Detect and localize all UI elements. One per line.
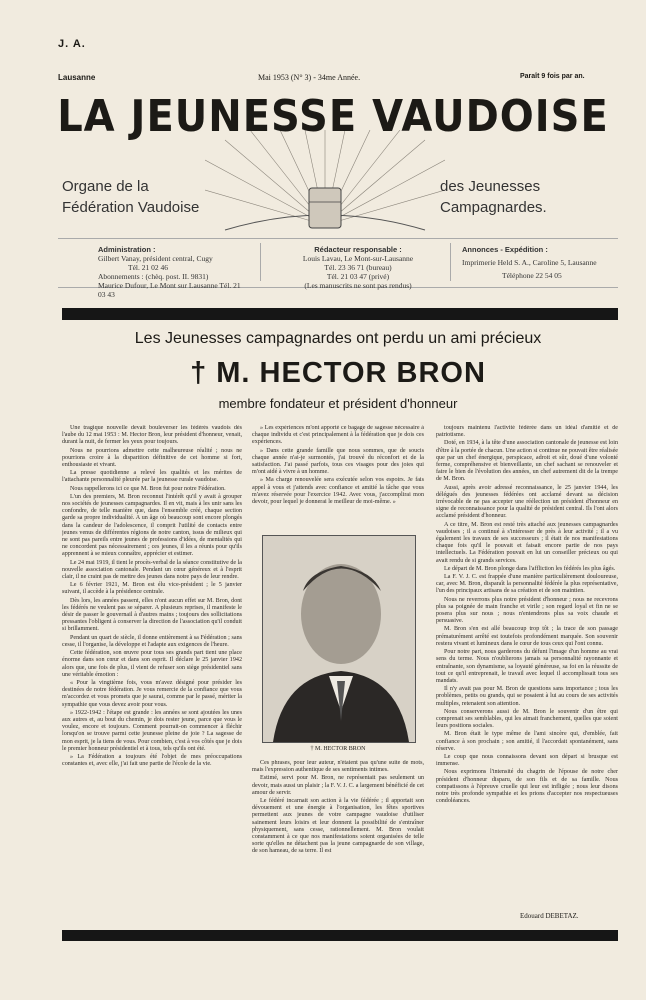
ads-line: Imprimerie Held S. A., Caroline 5, Lausanne xyxy=(462,258,597,267)
paragraph: Aussi, après avoir adressé reconnaissance, le 25 janvier 1944, les délégués des jeunesses fédérées ont acclamé devant sa décision irrévocable de ne pas accepter une réélection un président d'honneur en signe de reconnaissance pour la qualité de président central. Ils l'ont alors acclamé président d'honneur. xyxy=(436,484,618,520)
editor-line: Tél. 21 03 47 (privé) xyxy=(326,272,390,281)
paragraph: Le fédéré incarnait son action à la vie fédérée ; il apportait son dévouement et une énergie à l'organisation, les fêtes sportives permettent aux jeunes de votre campagne vaudoise d'utiliser sainement leurs loisirs et leur donnent la possibilité de s'entraîner physiquement, sans cesse, rationnellement. M. Bron voulait constamment à ce que nos manifestations soient organisées de telle sorte qu'elles ne détachent pas la jeune campagnarde de son village, de son hameau, de sa terre. Il est xyxy=(252,798,424,855)
paragraph: La F. V. J. C. est frappée d'une manière particulièrement douloureuse, car, avec M. Bron, disparaît la personnalité fédérée la plus représentative, l'un des principaux artisans de sa création et de son maintien. xyxy=(436,574,618,595)
paragraph: » Dans cette grande famille que nous sommes, que de soucis chaque année n'ai-je surmontés, j'ai trouvé du réconfort et de la satisfaction. J'ai passé parfois, tous ces visages pour des joies qui m'ont aidé à vivre à un homme. xyxy=(252,447,424,476)
administration-block xyxy=(98,245,248,299)
paragraph: toujours maintenu l'activité fédérée dans un idéal d'amitié et de patriotisme. xyxy=(436,425,618,439)
info-separator xyxy=(260,243,261,281)
sunburst-emblem xyxy=(205,130,445,240)
admin-line: Maurice Dufour, Le Mont sur Lausanne Tél. 21 03 43 xyxy=(98,281,241,299)
paragraph: Dès lors, les années passent, elles n'ont aucun effet sur M. Bron, dont les fédérés ne veulent pas se séparer. A plusieurs reprises, il manifeste le désir de passer le gouvernail à d'autres mains ; toujours des sollicitations pressantes l'obligent à conserver la direction de l'association qu'il conduit si brillamment. xyxy=(62,597,242,633)
paragraph: Ces phrases, pour leur auteur, n'étaient pas qu'une suite de mots, mais l'expression authentique de ses sentiments intimes. xyxy=(252,760,424,774)
ads-title: Annonces - Expédition : xyxy=(462,245,548,254)
paragraph: Doté, en 1934, à la tête d'une association cantonale de jeunesse est loin d'être à la portée de chacun. Une action si continue ne pouvait être réalisée que par un chef énergique, perspicace, adroit et sûr, doué d'une volonté ferme, compréhensive et bienveillante, un chef sachant se renouveler et faire le bien de l'évolution des années, un chef autrement dit de la trempe de M. Bron. xyxy=(436,440,618,483)
photo-caption: † M. HECTOR BRON xyxy=(310,746,366,752)
paragraph: Le 6 février 1921, M. Bron est élu vice-président ; le 5 janvier suivant, il accède à la présidence centrale. xyxy=(62,582,242,596)
paragraph: « Pour la vingtième fois, vous m'avez désigné pour présider les destinées de notre fédération. Je vous remercie de la confiance que vous m'accordez et vous promets que je saurai, comme par le passé, mériter la sympathie que vous devez avoir pour vous. xyxy=(62,679,242,708)
paragraph: Il n'y avait pas pour M. Bron de questions sans importance ; tous les problèmes, petits ou grands, qui se posaient à lui au cours de ses activités multiples, retenaient son attention. xyxy=(436,686,618,707)
info-separator xyxy=(450,243,451,281)
admin-line: Abonnements : (chèq. post. II. 9831) xyxy=(98,272,209,281)
column-3 xyxy=(436,425,618,910)
paragraph: Estimé, servi pour M. Bron, ne représentait pas seulement un devoir, mais aussi un plaisir ; la F. V. J. C. a largement bénéficié de cet amour de servir. xyxy=(252,775,424,796)
top-black-rule xyxy=(62,308,618,320)
paragraph: » Ma charge renouvelée sera exécutée selon vos espoirs. Je fais appel à vous et j'attends avec confiance et amitié la tâche que vous m'avez réservée pour l'exercice 1942. Avec vous, j'accomplirai mon devoir, pour lequel je donnerai le meilleur de moi-même. » xyxy=(252,477,424,506)
paragraph: Nous exprimons l'intensité du chagrin de l'épouse de notre cher président d'honneur disparu, de son fils et de sa famille. Nous compatissons à l'épreuve cruelle qui leur est infligée ; nous leur disons notre très profonde sympathie et les prions d'accepter nos respectueuses condoléances. xyxy=(436,769,618,805)
organ-caption xyxy=(62,176,199,218)
paragraph: Pendant un quart de siècle, il donne entièrement à sa Fédération ; sans cesse, il l'organise, la développe et l'adapte aux exigences de l'heure. xyxy=(62,634,242,648)
author-signature: Edouard DEBETAZ. xyxy=(520,912,579,920)
paragraph: » 1922-1942 : l'étape est grande : les années se sont ajoutées les unes aux autres et, au bout du chemin, je dois rester jeune, parce que vous le voulez, encore et toujours. Comment pourrait-on commencer à fléchir lorsqu'on se trouve parmi cette jeunesse pleine de joie ? La sagesse de mon esprit, je la tiens de vous. Pour combien, c'est à vos côtés que je dois le premier honneur présidentiel et à tous, tels qu'ils ont été. xyxy=(62,709,242,752)
paragraph: A ce titre, M. Bron est resté très attaché aux jeunesses campagnardes vaudoises ; il a continué à s'intéresser de près à leur activité ; il a vu également les travaux de ses successeurs ; il était de nos manifestations chaque fois qu'il le pouvait et faisait encore partie de nos pays intellectuels. La Fédération pouvait en lui un conseiller précieux ou qui avait rendu de si grands services. xyxy=(436,521,618,564)
editor-line: Louis Lavau, Le Mont-sur-Lausanne xyxy=(302,254,414,263)
paragraph: M. Bron était le type même de l'ami sincère qui, d'emblée, fait confiance à son prochain ; son amitié, il l'accordait spontanément, sans réserve. xyxy=(436,731,618,752)
article-subtitle: membre fondateur et président d'honneur xyxy=(218,396,458,411)
column-1 xyxy=(62,425,242,925)
paragraph: Nous rappellerons ici ce que M. Bron fut pour notre Fédération. xyxy=(70,485,226,492)
editor-title: Rédacteur responsable : xyxy=(314,245,402,254)
editor-block xyxy=(283,245,433,290)
paragraph: » Les expériences m'ont apporté ce bagage de sagesse nécessaire à chaque individu et c'est principalement à la fédération que je dois ces expériences. xyxy=(252,425,424,446)
paragraph: Nous ne reverrons plus notre président d'honneur ; nous ne recevrons plus sa poignée de main franche et virile ; son regard loyal et fin ne se posera plus sur nous ; nous n'entendrons plus sa voix chaude et persuasive. xyxy=(436,596,618,625)
paragraph: Pour notre part, nous garderons du défunt l'image d'un homme au vrai sens du terme. Nous n'oublierons jamais sa personnalité rayonnante et entraînante, son dynamisme, sa loyauté généreuse, sa foi en la réussite de tout ce qu'il entreprenait, le travail avec lequel il accomplissait tous ses mandats. xyxy=(436,649,618,684)
ja-mark: J. A. xyxy=(58,38,86,50)
publication-info-bar xyxy=(58,238,618,299)
issue-date: Mai 1953 (N° 3) - 34me Année. xyxy=(258,73,361,82)
paragraph: Le 24 mai 1919, il tient le procès-verbal de la séance constitutive de la nouvelle association cantonale. Pendant un cœur généreux et à l'esprit clair, il ne craint pas de mettre des jeunes dans notre pays de leur rendre. xyxy=(62,559,242,581)
masthead-title: LA JEUNESSE VAUDOISE xyxy=(57,92,609,142)
paragraph: Le départ de M. Bron plonge dans l'affliction les fédérés les plus âgés. xyxy=(444,565,616,572)
paragraph: Une tragique nouvelle devait bouleverser les fédérés vaudois dès l'aube du 12 mai 1953 : M. Hector Bron, leur président d'honneur, venait, durant la nuit, de fermer les yeux pour toujours. xyxy=(62,425,242,446)
paragraph: Nous conserverons aussi de M. Bron le souvenir d'un être qui comprenait ses semblables, qui les aimait franchement, quelles que soient leurs positions sociales. xyxy=(436,708,618,730)
paragraph: » La Fédération a toujours été l'objet de mes préoccupations constantes et, avec elle, j'ai fait une partie de l'école de la vie. xyxy=(62,753,242,768)
editor-line: Tél. 23 36 71 (bureau) xyxy=(324,263,392,272)
paragraph: Cette fédération, son œuvre pour tous ses grands part tient une place énorme dans son cœur et dans son esprit. Il déclare le 25 janvier 1942 alors que, une fois de plus, il vient de refuser son siège présidentiel sans une véritable émotion : xyxy=(62,650,242,678)
organ-line-1: Organe de la xyxy=(62,178,149,195)
ads-line: Téléphone 22 54 05 xyxy=(502,271,562,280)
city-label: Lausanne xyxy=(58,73,96,82)
article-name: † M. HECTOR BRON xyxy=(190,357,486,389)
portrait-figure-icon xyxy=(263,536,415,742)
paragraph: M. Bron s'en est allé beaucoup trop tôt ; la trace de son passage prématurément arrêté est toutefois profondément marquée. Son souvenir restera vivant et lumineux dans le cœur de tous ceux qui l'ont connu. xyxy=(436,626,618,647)
article-headline: Les Jeunesses campagnardes ont perdu un ami précieux xyxy=(134,330,542,347)
organ-line-2: Fédération Vaudoise xyxy=(62,199,200,216)
paragraph: Le coup que nous connaissons devant son départ si brusque est immense. xyxy=(436,753,618,768)
ads-block xyxy=(462,245,618,280)
portrait-photo xyxy=(262,535,416,743)
editor-line: (Les manuscrits ne sont pas rendus) xyxy=(304,281,412,290)
members-line-2: Campagnardes. xyxy=(440,199,547,216)
admin-line: Gilbert Vanay, président central, Cugy xyxy=(98,254,213,263)
frequency-label: Paraît 9 fois par an. xyxy=(520,73,585,80)
paragraph: La presse quotidienne a relevé les qualités et les mérites de l'attachante personnalité pleurée par la jeunesse rurale vaudoise. xyxy=(62,470,242,484)
paragraph: Nous ne pourrions admettre cette malheureuse réalité ; nous ne pourrions croire à la disparition définitive de cet homme si fort, enthousiaste et vivant. xyxy=(62,447,242,469)
column-2-top xyxy=(252,425,424,529)
paragraph: L'un des premiers, M. Bron reconnut l'intérêt qu'il y avait à grouper nos sociétés de jeunesses campagnardes. Il en vit, mais à les unir sans les confondre, de telle manière que, dans l'ensemble créé, chaque section garde sa propre individualité. A un âge où beaucoup sont encore plongés dans la candeur de l'adolescence, il comprit l'utilité de contacts entre jeunes venus de différentes régions de notre canton, issus de milieux qui ne sont pas pareils entre jeunes de professions d'idées, de mentalités qui ne concordent pas nécessairement ; ces jeunes, il les a réunis pour qu'ils apprennent à se mieux connaître, apprécier et estimer. xyxy=(62,493,242,558)
admin-title: Administration : xyxy=(98,245,156,254)
bottom-black-rule xyxy=(62,930,618,941)
members-caption xyxy=(440,176,547,218)
admin-line: Tél. 21 02 46 xyxy=(128,263,168,272)
members-line-1: des Jeunesses xyxy=(440,178,541,195)
column-2-bottom xyxy=(252,760,424,925)
